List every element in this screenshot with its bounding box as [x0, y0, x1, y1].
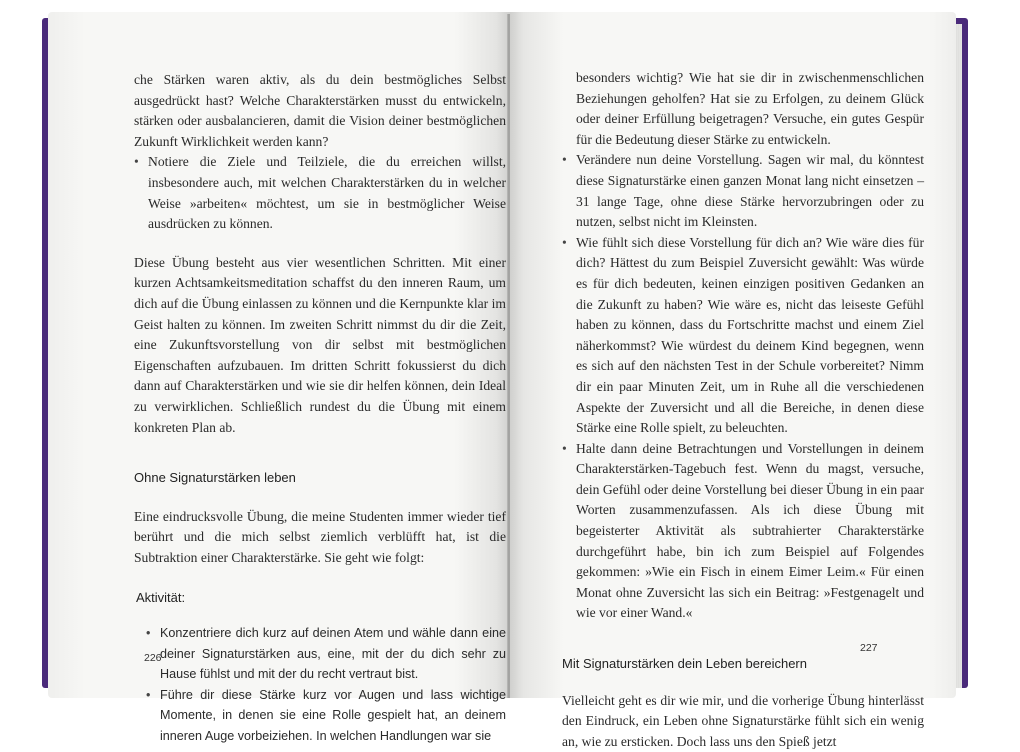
right-bullet-gefuehl: • Wie fühlt sich diese Vorstellung für dich an? Wie wäre dies für dich? Hättest du zum Beispiel Zuversicht gewählt: Was würde es für dich bedeuten, keinen einzigen positiven Gedanken an die Zukunft zu haben? Wie wäre es, nicht das leiseste Gefühl haben zu können, dass du Fortschritte machst und einem Ziel näherkommst? Wie würdest du deinem Kind begegnen, wenn es sich auf den nächsten Test in der Schule vorbereitet? Nimm dir ein paar Minuten Zeit, um in Ruhe all die verschiedenen Aspekte der Zuversicht und all die Bereiche, in denen diese Stärke eine Rolle spielt, zu beleuchten. [562, 233, 924, 439]
page-number-right: 227 [860, 642, 878, 654]
left-intro: Eine eindrucksvolle Übung, die meine Studenten immer wieder tief berührt und die mich selbst ziemlich verblüfft hat, ist die Subtraktion einer Charakterstärke. Sie geht wie folgt: [134, 508, 506, 565]
left-page [48, 12, 510, 743]
left-continuation-text: che Stärken waren aktiv, als du dein bestmögliches Selbst ausgedrückt hast? Welche Charakterstärken musst du entwickeln, stärken oder ausbalancieren, damit die Vision deiner bestmöglichen Zukunft Wirklichkeit werden kann? [134, 72, 506, 149]
right-page [510, 12, 956, 749]
right-bullet-tagebuch: • Halte dann deine Betrachtungen und Vorstellungen in deinem Charakterstärken-Tagebuch fest. Wenn du magst, versuche, dein Gefühl oder deine Vorstellung bei dieser Übung in ein paar Worten zusammenzufassen. Als ich diese Übung mit begeisterter Aktivität als subtrahierter Charakterstärke durchgeführt habe, bin ich zum Beispiel auf Folgendes gekommen: »Wie ein Fisch in einem Eimer Leim.« Für einen Monat ohne Zuversicht las sich ein Beitrag: »Festgenagelt und wie vor einer Wand.« [562, 439, 924, 624]
left-page-text [134, 70, 506, 746]
right-paragraph: Vielleicht geht es dir wie mir, und die vorherige Übung hinterlässt den Eindruck, ein Leben ohne Signaturstärke fühlt sich ein wenig an, wie zu ersticken. Doch lass uns den Spieß jetzt [562, 692, 924, 749]
right-bullet-vorstellung: • Verändere nun deine Vorstellung. Sagen wir mal, du könntest diese Signaturstärke einen ganzen Monat lang nicht einsetzen – 31 lange Tage, ohne diese Stärke hervorzubringen oder zu nutzen, selbst nicht im Kleinsten. [562, 150, 924, 232]
activity-bullet-2: • Führe dir diese Stärke kurz vor Augen und lass wichtige Momente, in denen sie eine Rolle gespielt hat, an deinem inneren Auge vorbeiziehen. In welchen Handlungen war sie [146, 685, 506, 747]
section-heading-mit: Mit Signaturstärken dein Leben bereichern [562, 656, 807, 672]
left-paragraph: Diese Übung besteht aus vier wesentlichen Schritten. Mit einer kurzen Achtsamkeitsmeditation schaffst du den inneren Raum, um dich auf die Übung einlassen zu können und die Kernpunkte klar im Geist halten zu können. Im zweiten Schritt nimmst du dir die Zeit, eine Zukunftsvorstellung von dir selbst mit bestmöglichen Eigenschaften aufzubauen. Im dritten Schritt fokussierst du dich dann auf Charakterstärken und wie sie dir helfen können, dein Ideal zu verwirklichen. Schließlich rundest du die Übung mit einem konkreten Plan ab. [134, 254, 506, 435]
right-continuation-text: besonders wichtig? Wie hat sie dir in zwischenmenschlichen Beziehungen geholfen? Hat sie zu Erfolgen, zu deinem Glück oder deiner Erfüllung beigetragen? Versuche, ein gutes Gespür für die Bedeutung dieser Stärke zu entwickeln. [576, 70, 924, 147]
section-heading-ohne: Ohne Signaturstärken leben [134, 470, 296, 486]
activity-label: Aktivität: [136, 590, 186, 606]
activity-list [134, 623, 506, 746]
page-number-left: 226 [144, 652, 162, 664]
left-bullet-goals: • Notiere die Ziele und Teilziele, die du erreichen willst, insbesondere auch, mit welchen Charakterstärken du in welcher Weise »arbeiten« möchtest, um sie in bestmöglicher Weise ausdrücken zu können. [134, 152, 506, 234]
activity-bullet-1: • Konzentriere dich kurz auf deinen Atem und wähle dann eine deiner Signaturstärken aus, eine, mit der du dich sehr zu Hause fühlst und mit der du recht vertraut bist. [146, 623, 506, 685]
